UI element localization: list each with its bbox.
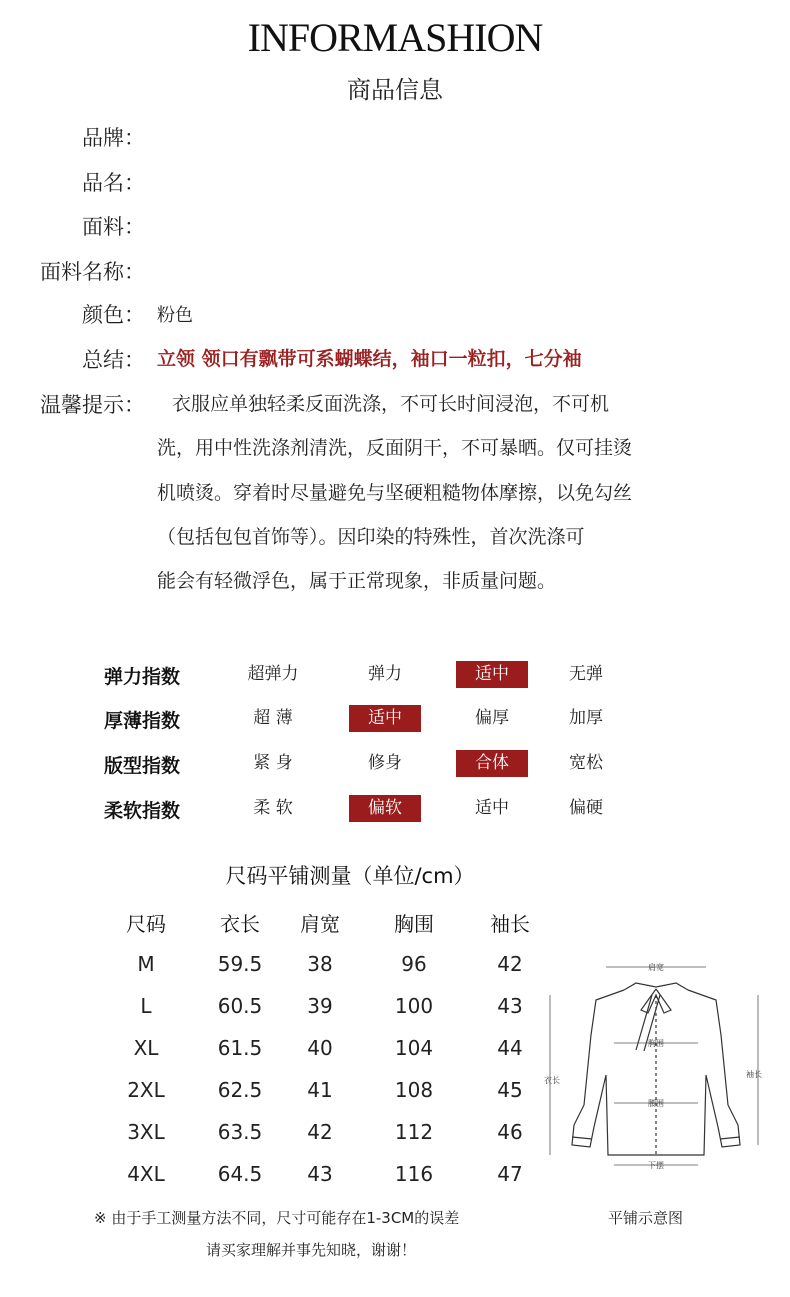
tip-line: 能会有轻微浮色，属于正常现象，非质量问题。 [157,570,557,592]
index-option-selected: 偏软 [349,795,421,822]
measurement-note: ※ 由于手工测量方法不同，尺寸可能存在1-3CM的误差 [94,1209,460,1227]
index-option-selected: 适中 [456,661,528,688]
size-table-header: 袖长 [490,912,530,936]
size-label-cell: L [140,994,152,1018]
size-value-cell: 104 [394,1036,434,1060]
size-label-cell: M [137,952,155,976]
index-label: 厚薄指数 [104,710,181,732]
index-option: 超 薄 [253,708,293,728]
brand-title: INFORMASHION [247,15,543,60]
index-option: 偏硬 [569,798,603,818]
size-value-cell: 46 [497,1120,523,1144]
blouse-outline-icon [572,983,740,1155]
size-value-cell: 59.5 [217,952,263,976]
info-value-color: 粉色 [157,305,193,326]
diagram-caption: 平铺示意图 [608,1209,684,1227]
tip-line: 洗，用中性洗涤剂清洗，反面阴干，不可暴晒。仅可挂烫 [157,437,633,459]
tip-line: （包括包包首饰等）。因印染的特殊性，首次洗涤可 [157,526,585,548]
size-value-cell: 39 [307,994,333,1018]
size-value-cell: 116 [394,1162,434,1186]
index-option: 适中 [475,798,509,818]
measurement-lines [550,967,758,1165]
size-value-cell: 42 [307,1120,333,1144]
size-value-cell: 43 [307,1162,333,1186]
thanks-note: 请买家理解并事先知晓，谢谢！ [206,1241,417,1259]
size-label-cell: 4XL [127,1162,165,1186]
tip-line: 衣服应单独轻柔反面洗涤，不可长时间浸泡，不可机 [172,393,610,415]
size-table-title: 尺码平铺测量（单位/cm） [225,864,475,888]
label-chest: 胸围 [648,1039,664,1048]
size-value-cell: 44 [497,1036,523,1060]
index-option: 紧 身 [253,753,293,773]
tips-label: 温馨提示： [40,393,145,417]
label-shoulder: 肩宽 [648,963,664,972]
size-value-cell: 100 [394,994,434,1018]
label-hem: 下摆 [648,1161,664,1170]
size-value-cell: 63.5 [217,1120,263,1144]
size-value-cell: 43 [497,994,523,1018]
size-table-header: 肩宽 [300,912,340,936]
size-value-cell: 62.5 [217,1078,263,1102]
size-value-cell: 47 [497,1162,523,1186]
summary-text: 立领 领口有飘带可系蝴蝶结，袖口一粒扣，七分袖 [157,348,582,370]
size-label-cell: 3XL [127,1120,165,1144]
size-value-cell: 112 [394,1120,434,1144]
index-option: 偏厚 [475,708,509,728]
index-option-selected: 适中 [349,705,421,732]
size-value-cell: 40 [307,1036,333,1060]
size-value-cell: 108 [394,1078,434,1102]
info-label-name: 品名： [82,171,145,195]
size-value-cell: 61.5 [217,1036,263,1060]
index-option: 超弹力 [247,664,299,684]
summary-label: 总结： [82,348,145,372]
index-label: 柔软指数 [104,800,181,822]
size-value-cell: 45 [497,1078,523,1102]
label-sleeve: 袖长 [746,1070,762,1079]
tip-line: 机喷烫。穿着时尽量避免与坚硬粗糙物体摩擦，以免勾丝 [157,482,633,504]
index-option: 柔 软 [253,798,293,818]
info-label-brand: 品牌： [82,126,145,150]
size-table-header: 衣长 [220,912,260,936]
size-value-cell: 96 [401,952,427,976]
size-value-cell: 64.5 [217,1162,263,1186]
info-label-color: 颜色： [82,303,145,327]
info-label-fabric: 面料： [82,215,145,239]
label-waist: 腰围 [648,1099,664,1108]
index-option-selected: 合体 [456,750,528,777]
index-option: 修身 [368,753,402,773]
size-value-cell: 60.5 [217,994,263,1018]
index-option: 弹力 [368,664,402,684]
page-subtitle: 商品信息 [347,76,443,104]
size-value-cell: 42 [497,952,523,976]
size-label-cell: 2XL [127,1078,165,1102]
index-label: 版型指数 [104,755,181,777]
garment-flat-diagram [536,955,776,1175]
size-value-cell: 38 [307,952,333,976]
index-option: 无弹 [569,664,603,684]
index-label: 弹力指数 [104,666,181,688]
size-table-header: 尺码 [126,912,166,936]
label-length: 衣长 [544,1076,560,1085]
size-table-header: 胸围 [394,912,434,936]
index-option: 宽松 [569,753,603,773]
size-value-cell: 41 [307,1078,333,1102]
size-label-cell: XL [133,1036,159,1060]
index-option: 加厚 [569,708,603,728]
info-label-fabric-name: 面料名称： [40,260,145,284]
